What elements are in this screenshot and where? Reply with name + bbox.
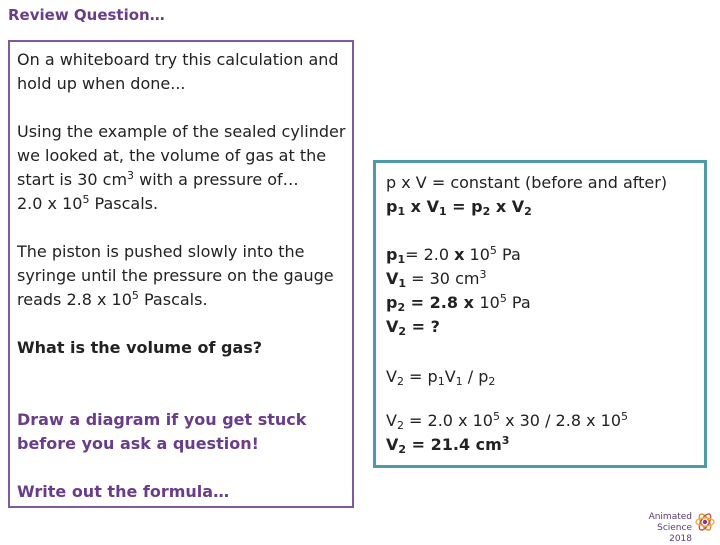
question-prompt: What is the volume of gas? — [17, 338, 263, 357]
slide-title: Review Question… — [8, 6, 165, 24]
hint-diagram: Draw a diagram if you get stuck before you ask a question! — [17, 410, 307, 453]
question-box — [8, 40, 354, 508]
question-piston-text: The piston is pushed slowly into the syringe until the pressure on the gauge reads 2.8 x $10^5$ Pascals. — [17, 242, 334, 309]
answer-box — [373, 160, 707, 468]
answer-rearranged: $V_2 = p_1V_1 / p_2$ — [386, 367, 496, 388]
hint-formula: Write out the formula… — [17, 482, 230, 501]
question-setup-text: Using the example of the sealed cylinder we looked at, the volume of gas at the start is 30 $cm^3$ with a pressure of… 2.0 x $10^5$ Pascals. — [17, 122, 346, 213]
instruction-text: On a whiteboard try this calculation and hold up when done... — [17, 50, 339, 93]
answer-values: $p_1= 2.0$ x $10^5$ Pa $V_1 = 30$ $cm^3$ $p_2 = 2.8$ x $10^5$ Pa $V_2$ = ? — [386, 244, 531, 338]
atom-icon — [694, 509, 716, 535]
answer-formula: p x V = constant (before and after) $p_1$ x $V_1 = p_2$ x $V_2$ — [386, 173, 668, 218]
answer-result: $V_2 = 2.0$ x $10^5$ x 30 / 2.8 x $10^5$ $V_2 = 21.4$ $cm^3$ — [386, 410, 628, 456]
animated-science-logo: Animated Science 2018 — [614, 508, 714, 536]
